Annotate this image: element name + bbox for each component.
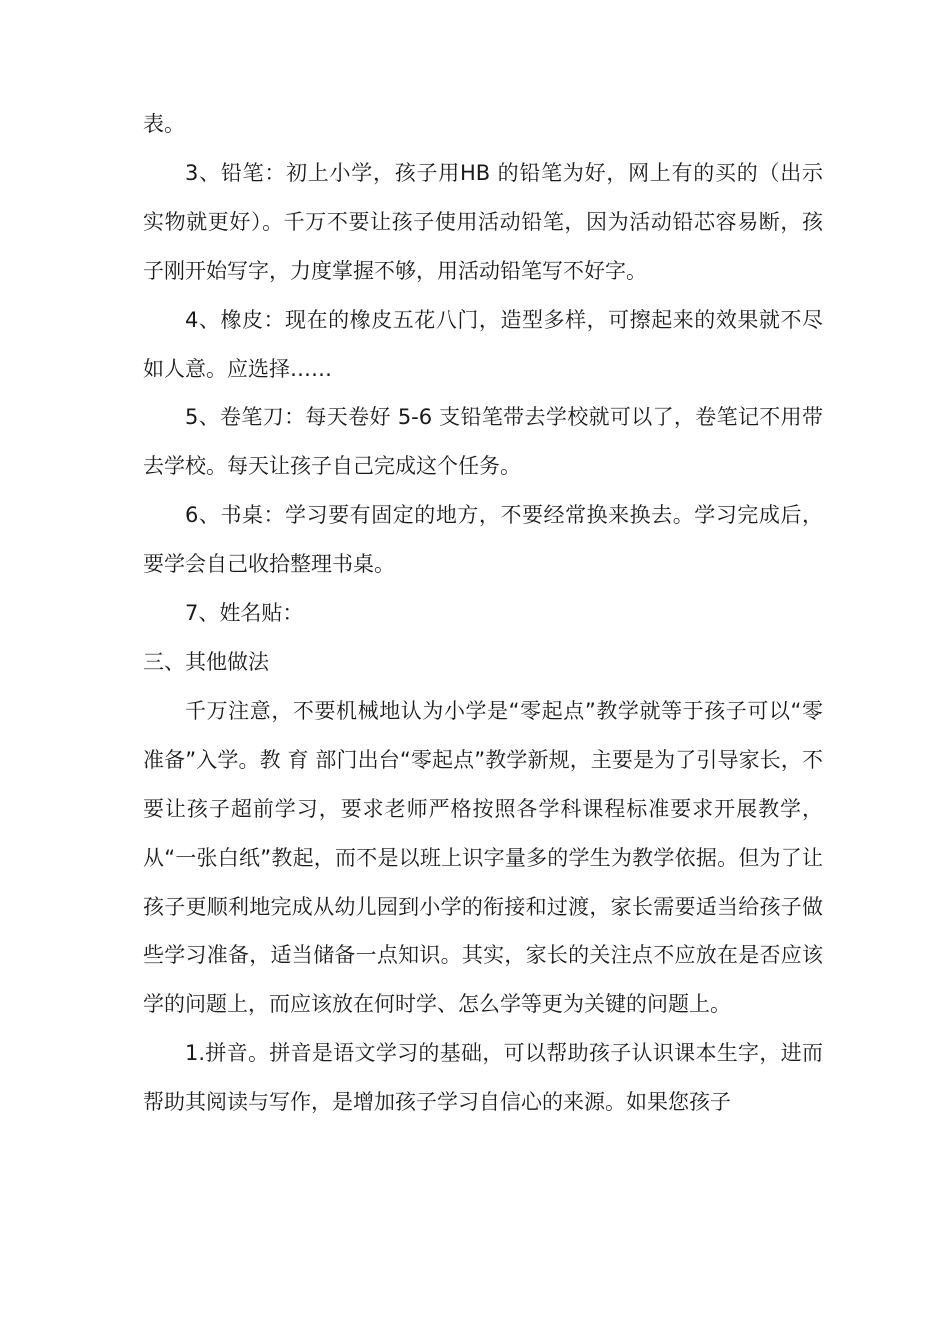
paragraph-continuation: 表。 bbox=[143, 112, 185, 136]
paragraph-pencil: 3、铅笔：初上小学，孩子用HB 的铅笔为好，网上有的买的（出示实物就更好）。千万不要让孩子使用活动铅笔，因为活动铅芯容易断，孩子刚开始写字，力度掌握不够，用活动铅笔写不好字。 bbox=[143, 160, 823, 283]
paragraph-zero-start: 千万注意，不要机械地认为小学是“零起点”教学就等于孩子可以“零准备”入学。教 育 部门出台“零起点”教学新规，主要是为了引导家长，不要让孩子超前学习，要求老师严格按照各学科课程标准要求开展教学，从“一张白纸”教起，而不是以班上识字量多的学生为教学依据。但为了让孩子更顺利地完成从幼儿园到小学的衔接和过渡，家长需要适当给孩子做些学习准备，适当储备一点知识。其实，家长的关注点不应放在是否应该学的问题上，而应该放在何时学、怎么学等更为关键的问题上。 bbox=[143, 698, 823, 1017]
document-body bbox=[143, 100, 823, 1127]
paragraph-sharpener: 5、卷笔刀：每天卷好 5-6 支铅笔带去学校就可以了，卷笔记不用带去学校。每天让孩子自己完成这个任务。 bbox=[143, 405, 823, 479]
paragraph-pinyin: 1.拼音。拼音是语文学习的基础，可以帮助孩子认识课本生字，进而帮助其阅读与写作，是增加孩子学习自信心的来源。如果您孩子 bbox=[143, 1041, 823, 1115]
paragraph-name-sticker: 7、姓名贴： bbox=[185, 601, 304, 626]
paragraph-eraser: 4、橡皮：现在的橡皮五花八门，造型多样，可擦起来的效果就不尽如人意。应选择…… bbox=[143, 307, 823, 381]
paragraph-desk: 6、书桌：学习要有固定的地方，不要经常换来换去。学习完成后，要学会自己收拾整理书桌。 bbox=[143, 503, 823, 577]
section-heading-other-practices: 三、其他做法 bbox=[143, 649, 269, 674]
